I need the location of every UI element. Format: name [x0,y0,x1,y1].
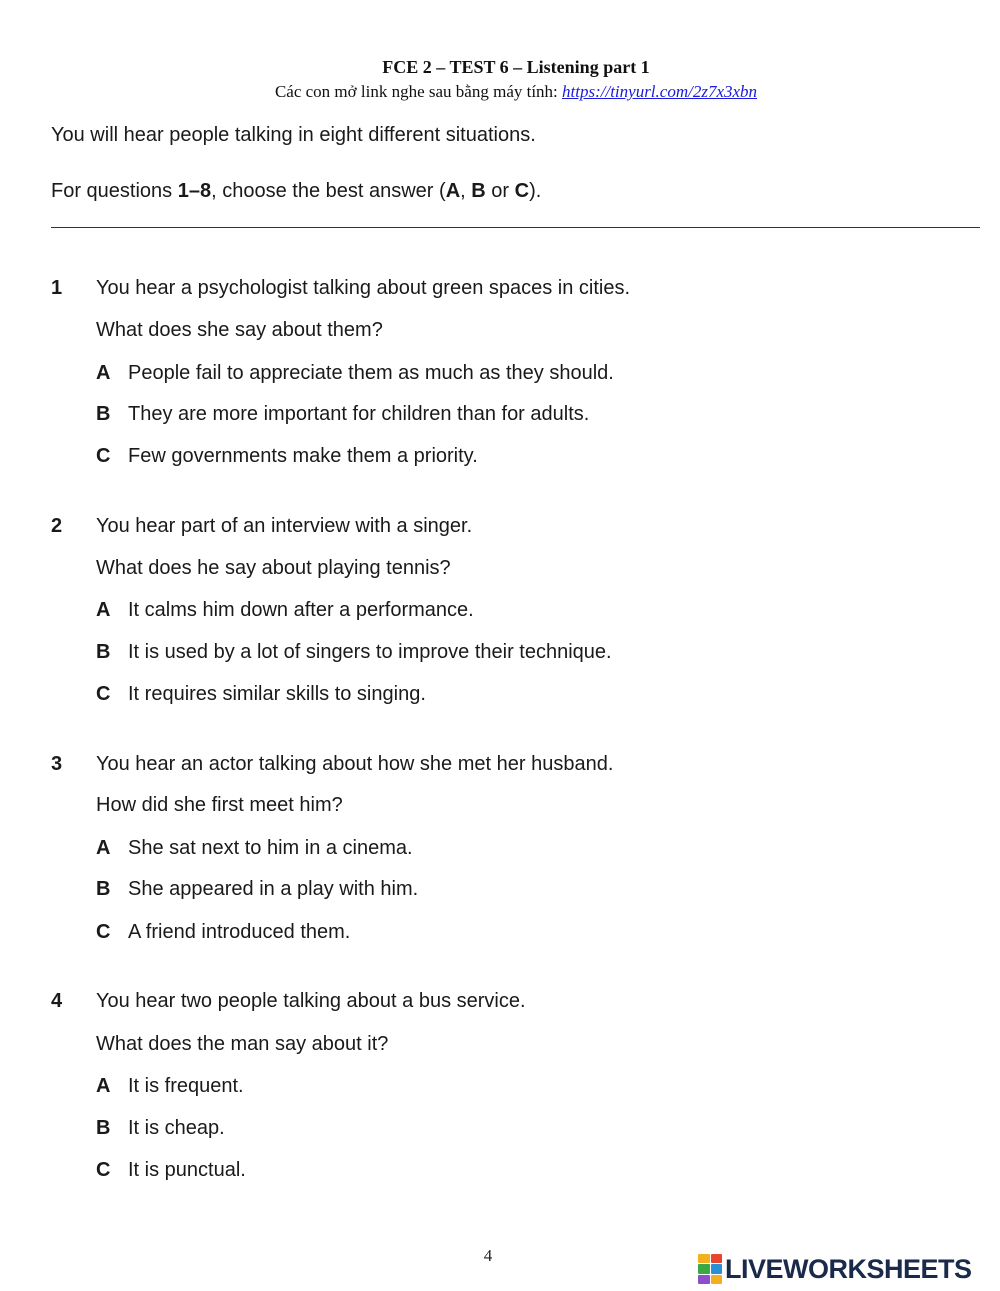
option-letter[interactable]: A [96,1075,111,1097]
option-letter[interactable]: C [96,921,111,943]
option-text[interactable]: It is punctual. [128,1159,246,1181]
page-number: 4 [483,1246,493,1265]
option-text[interactable]: Few governments make them a priority. [128,445,478,467]
brand-text: LIVEWORKSHEETS [725,1253,972,1284]
instruction-text: ). [529,180,542,202]
option-text[interactable]: It calms him down after a performance. [128,599,474,621]
question-number: 1 [51,277,63,299]
option-letter[interactable]: A [96,837,111,859]
divider [51,227,980,228]
option-text[interactable]: It is cheap. [128,1117,225,1139]
subtitle-text: Các con mở link nghe sau bằng máy tính: [274,82,563,101]
option-letter[interactable]: B [96,1117,111,1139]
option-text[interactable]: It is frequent. [128,1075,244,1097]
option-letter[interactable]: C [96,445,111,467]
question-range: 1–8 [177,180,212,202]
option-letter[interactable]: C [96,683,111,705]
option-text[interactable]: She appeared in a play with him. [128,878,419,900]
instruction-line-2 [51,180,541,203]
option-text[interactable]: People fail to appreciate them as much as they should. [128,362,614,384]
letter-c: C [514,180,530,202]
question-context: You hear an actor talking about how she met her husband. [96,753,614,775]
liveworksheets-logo [698,1252,972,1286]
option-letter[interactable]: A [96,362,111,384]
question-prompt: How did she first meet him? [96,794,343,816]
question-number: 4 [51,990,63,1012]
option-letter[interactable]: A [96,599,111,621]
instruction-text: For questions [51,180,178,202]
instruction-text: , [460,180,472,202]
instruction-text: , choose the best answer ( [211,180,446,202]
letter-a: A [445,180,461,202]
question-prompt: What does she say about them? [96,319,383,341]
audio-link[interactable]: https://tinyurl.com/2z7x3xbn [562,82,758,101]
liveworksheets-icon [698,1254,722,1284]
option-letter[interactable]: B [96,641,111,663]
instruction-line-1: You will hear people talking in eight different situations. [51,124,536,146]
option-letter[interactable]: B [96,878,111,900]
question-context: You hear two people talking about a bus service. [96,990,526,1012]
question-prompt: What does he say about playing tennis? [96,557,451,579]
question-context: You hear part of an interview with a singer. [96,515,473,537]
instruction-text: or [485,180,515,202]
page-title: FCE 2 – TEST 6 – Listening part 1 [382,57,650,77]
option-text[interactable]: It is used by a lot of singers to improve their technique. [128,641,612,663]
option-letter[interactable]: B [96,403,111,425]
option-letter[interactable]: C [96,1159,111,1181]
question-context: You hear a psychologist talking about green spaces in cities. [96,277,631,299]
question-number: 3 [51,753,63,775]
option-text[interactable]: She sat next to him in a cinema. [128,837,413,859]
question-number: 2 [51,515,63,537]
option-text[interactable]: It requires similar skills to singing. [128,683,426,705]
option-text[interactable]: They are more important for children than for adults. [128,403,590,425]
option-text[interactable]: A friend introduced them. [128,921,351,943]
letter-b: B [471,180,486,202]
page-subtitle [0,82,1000,102]
question-prompt: What does the man say about it? [96,1033,389,1055]
